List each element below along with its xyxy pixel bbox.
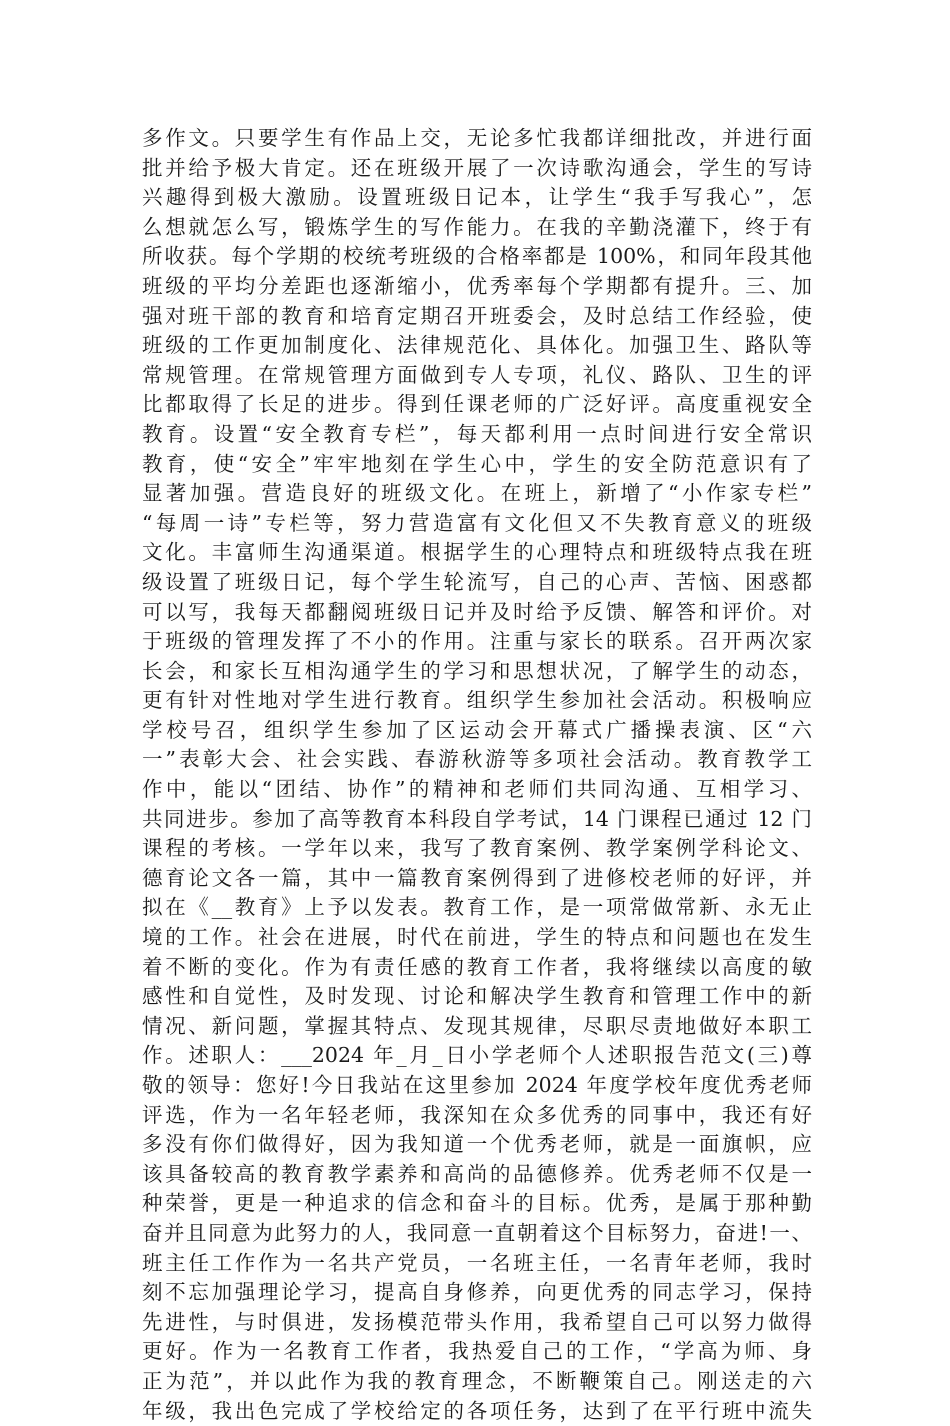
text-line: 于班级的管理发挥了不小的作用。注重与家长的联系。召开两次家	[142, 629, 812, 654]
text-line: 比都取得了长足的进步。得到任课老师的广泛好评。高度重视安全	[142, 392, 812, 417]
text-line: 该具备较高的教育教学素养和高尚的品德修养。优秀老师不仅是一	[142, 1161, 812, 1186]
text-line: 常规管理。在常规管理方面做到专人专项，礼仪、路队、卫生的评	[142, 362, 812, 387]
text-line: 教育，使“安全”牢牢地刻在学生心中，学生的安全防范意识有了	[142, 451, 812, 476]
text-line: 境的工作。社会在进展，时代在前进，学生的特点和问题也在发生	[142, 925, 812, 950]
text-line: 评选，作为一名年轻老师，我深知在众多优秀的同事中，我还有好	[142, 1102, 812, 1127]
text-line: 更好。作为一名教育工作者，我热爱自己的工作，“学高为师、身	[142, 1339, 812, 1364]
text-line: 可以写，我每天都翻阅班级日记并及时给予反馈、解答和评价。对	[142, 599, 812, 624]
text-line: 先进性，与时俱进，发扬模范带头作用，我希望自己可以努力做得	[142, 1309, 812, 1334]
text-line: 共同进步。参加了高等教育本科段自学考试，14 门课程已通过 12 门	[142, 806, 812, 831]
text-line: 拟在《__教育》上予以发表。教育工作，是一项常做常新、永无止	[142, 895, 812, 920]
text-line: 年级，我出色完成了学校给定的各项任务，达到了在平行班中流失	[142, 1398, 812, 1423]
text-line: 一”表彰大会、社会实践、春游秋游等多项社会活动。教育教学工	[142, 747, 812, 772]
text-line: 多没有你们做得好，因为我知道一个优秀老师，就是一面旗帜，应	[142, 1132, 812, 1157]
text-line: 作中，能以“团结、协作”的精神和老师们共同沟通、互相学习、	[142, 777, 812, 802]
text-line: 所收获。每个学期的校统考班级的合格率都是 100%，和同年段其他	[142, 244, 812, 269]
text-line: “每周一诗”专栏等，努力营造富有文化但又不失教育意义的班级	[142, 510, 812, 535]
text-line: 文化。丰富师生沟通渠道。根据学生的心理特点和班级特点我在班	[142, 540, 812, 565]
text-line: 奋并且同意为此努力的人，我同意一直朝着这个目标努力，奋进!一、	[142, 1220, 812, 1245]
text-line: 作。述职人：___2024 年_月_日小学老师个人述职报告范文(三)尊	[142, 1043, 812, 1068]
text-line: 情况、新问题，掌握其特点、发现其规律，尽职尽责地做好本职工	[142, 1013, 812, 1038]
text-line: 么想就怎么写，锻炼学生的写作能力。在我的辛勤浇灌下，终于有	[142, 214, 812, 239]
text-line: 着不断的变化。作为有责任感的教育工作者，我将继续以高度的敏	[142, 954, 812, 979]
text-line: 强对班干部的教育和培育定期召开班委会，及时总结工作经验，使	[142, 303, 812, 328]
text-line: 课程的考核。一学年以来，我写了教育案例、教学案例学科论文、	[142, 836, 812, 861]
text-line: 兴趣得到极大激励。设置班级日记本，让学生“我手写我心”，怎	[142, 185, 812, 210]
text-line: 班主任工作作为一名共产党员，一名班主任，一名青年老师，我时	[142, 1250, 812, 1275]
text-line: 正为范”，并以此作为我的教育理念，不断鞭策自己。刚送走的六	[142, 1368, 812, 1393]
text-line: 级设置了班级日记，每个学生轮流写，自己的心声、苦恼、困惑都	[142, 569, 812, 594]
text-line: 教育。设置“安全教育专栏”，每天都利用一点时间进行安全常识	[142, 421, 812, 446]
text-line: 班级的工作更加制度化、法律规范化、具体化。加强卫生、路队等	[142, 333, 812, 358]
text-line: 敬的领导：您好!今日我站在这里参加 2024 年度学校年度优秀老师	[142, 1073, 812, 1097]
text-line: 学校号召，组织学生参加了区运动会开幕式广播操表演、区“六	[142, 717, 812, 742]
text-line: 感性和自觉性，及时发现、讨论和解决学生教育和管理工作中的新	[142, 984, 812, 1009]
text-line: 德育论文各一篇，其中一篇教育案例得到了进修校老师的好评，并	[142, 865, 812, 890]
text-line: 种荣誉，更是一种追求的信念和奋斗的目标。优秀，是属于那种勤	[142, 1191, 812, 1216]
text-line: 长会，和家长互相沟通学生的学习和思想状况，了解学生的动态，	[142, 658, 812, 683]
text-line: 刻不忘加强理论学习，提高自身修养，向更优秀的同志学习，保持	[142, 1280, 812, 1305]
text-line: 班级的平均分差距也逐渐缩小，优秀率每个学期都有提升。三、加	[142, 273, 812, 298]
text-line: 更有针对性地对学生进行教育。组织学生参加社会活动。积极响应	[142, 688, 812, 713]
body-text	[142, 124, 812, 1426]
text-line: 多作文。只要学生有作品上交，无论多忙我都详细批改，并进行面	[142, 126, 812, 150]
text-line: 显著加强。营造良好的班级文化。在班上，新增了“小作家专栏”	[142, 481, 812, 506]
text-line: 批并给予极大肯定。还在班级开展了一次诗歌沟通会，学生的写诗	[142, 155, 812, 180]
